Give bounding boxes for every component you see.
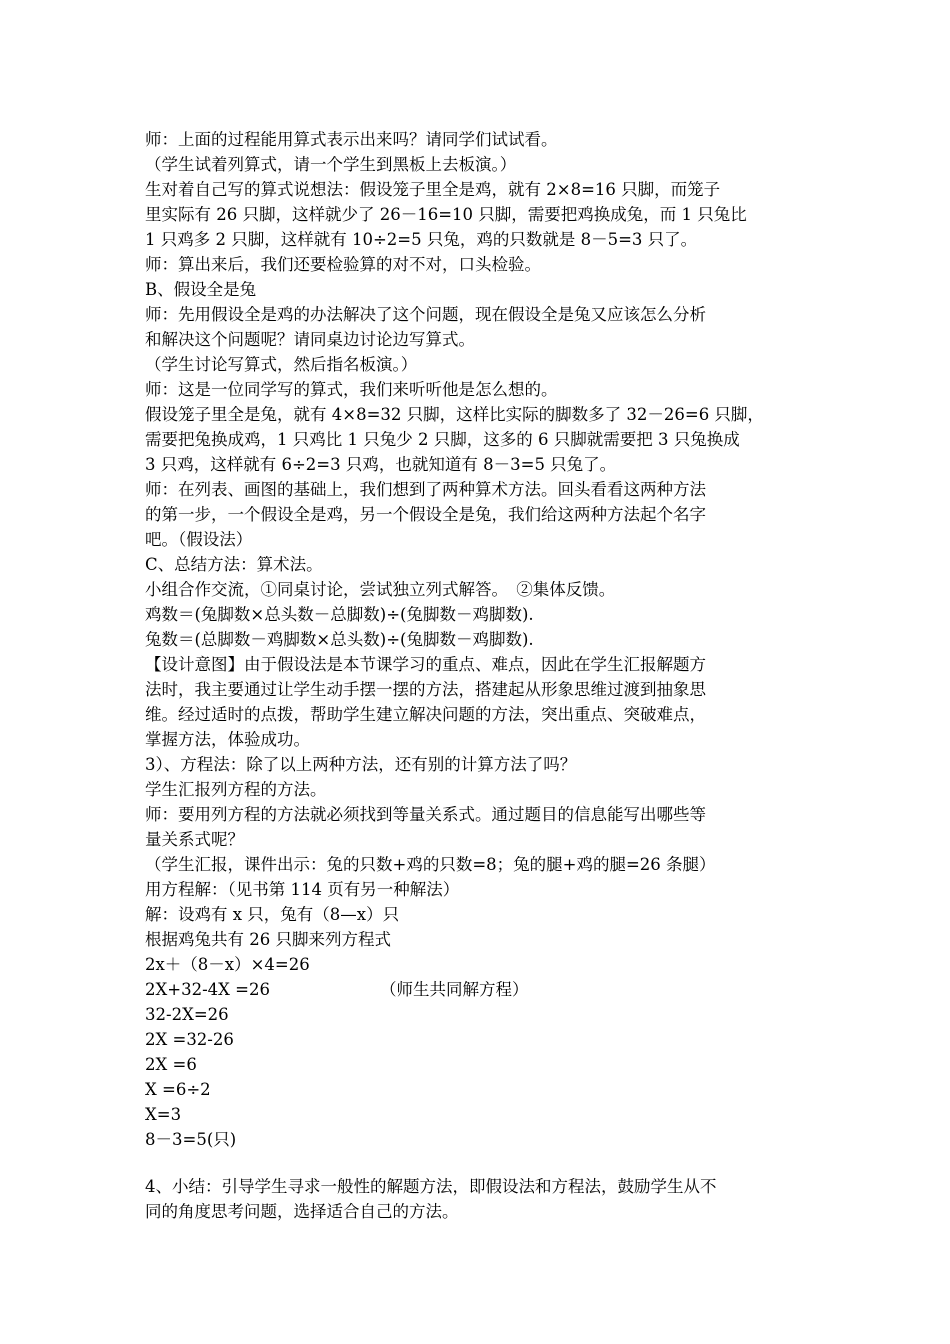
equation-line: X=3 [145,1105,182,1124]
text-line: 师：算出来后，我们还要检验算的对不对，口头检验。 [145,255,541,274]
text-line: 师：在列表、画图的基础上，我们想到了两种算术方法。回头看看这两种方法 [145,480,706,499]
text-line: 【设计意图】由于假设法是本节课学习的重点、难点，因此在学生汇报解题方 [145,655,706,674]
text-line: （学生讨论写算式，然后指名板演。） [145,355,418,374]
text-line: 的第一步，一个假设全是鸡，另一个假设全是兔，我们给这两种方法起个名字 [145,505,706,524]
equation-line: 2x＋（8－x）×4=26 [145,955,310,974]
text-line: 需要把兔换成鸡，1 只鸡比 1 只兔少 2 只脚，这多的 6 只脚就需要把 3 只兔换成 [145,430,740,449]
text-line: 解：设鸡有 x 只，兔有（8—x）只 [145,905,400,924]
section-heading: 3）、方程法：除了以上两种方法，还有别的计算方法了吗？ [145,755,577,774]
text-line: 1 只鸡多 2 只脚，这样就有 10÷2=5 只兔，鸡的只数就是 8－5=3 只了。 [145,230,698,249]
text-line: 掌握方法，体验成功。 [145,730,310,749]
text-line: 里实际有 26 只脚，这样就少了 26－16=10 只脚，需要把鸡换成兔，而 1 只兔比 [145,205,747,224]
text-line: 师：这是一位同学写的算式，我们来听听他是怎么想的。 [145,380,558,399]
text-line: 同的角度思考问题，选择适合自己的方法。 [145,1202,459,1221]
text-line: （学生汇报，课件出示：兔的只数+鸡的只数=8；兔的腿+鸡的腿=26 条腿） [145,855,716,874]
text-line: 和解决这个问题呢？请同桌边讨论边写算式。 [145,330,475,349]
text-line: 量关系式呢？ [145,830,244,849]
text-line: 法时，我主要通过让学生动手摆一摆的方法，搭建起从形象思维过渡到抽象思 [145,680,706,699]
formula-line: 鸡数＝(兔脚数×总头数－总脚数)÷(兔脚数－鸡脚数). [145,605,534,624]
side-note: （师生共同解方程） [380,980,529,999]
text-line: 师：上面的过程能用算式表示出来吗？请同学们试试看。 [145,130,558,149]
text-line: 生对着自己写的算式说想法：假设笼子里全是鸡，就有 2×8=16 只脚，而笼子 [145,180,721,199]
formula-line: 兔数＝(总脚数－鸡脚数×总头数)÷(兔脚数－鸡脚数). [145,630,534,649]
text-line: 师：要用列方程的方法就必须找到等量关系式。通过题目的信息能写出哪些等 [145,805,706,824]
text-line: 维。经过适时的点拨，帮助学生建立解决问题的方法，突出重点、突破难点， [145,705,706,724]
text-line: 根据鸡兔共有 26 只脚来列方程式 [145,930,391,949]
text-line: 师：先用假设全是鸡的办法解决了这个问题，现在假设全是兔又应该怎么分析 [145,305,706,324]
text-line: （学生试着列算式，请一个学生到黑板上去板演。） [145,155,517,174]
equation-line: 2X =6 [145,1055,197,1074]
equation-line: X =6÷2 [145,1080,211,1099]
section-heading: C、总结方法：算术法。 [145,555,323,574]
equation-line: 2X =32-26 [145,1030,234,1049]
text-line: 3 只鸡，这样就有 6÷2=3 只鸡，也就知道有 8－3=5 只兔了。 [145,455,617,474]
text-line: 学生汇报列方程的方法。 [145,780,327,799]
text-line: 小组合作交流，①同桌讨论，尝试独立列式解答。 ②集体反馈。 [145,580,616,599]
equation-line: 8－3=5(只) [145,1130,237,1149]
text-line: 4、小结：引导学生寻求一般性的解题方法，即假设法和方程法，鼓励学生从不 [145,1177,717,1196]
text-line: 吧。（假设法） [145,530,253,549]
section-heading: B、假设全是兔 [145,280,257,299]
equation-line: 32-2X=26 [145,1005,229,1024]
text-line: 用方程解：（见书第 114 页有另一种解法） [145,880,460,899]
text-line: 假设笼子里全是兔，就有 4×8=32 只脚，这样比实际的脚数多了 32－26=6 只脚， [145,405,764,424]
equation-line: 2X+32-4X =26 [145,980,270,999]
